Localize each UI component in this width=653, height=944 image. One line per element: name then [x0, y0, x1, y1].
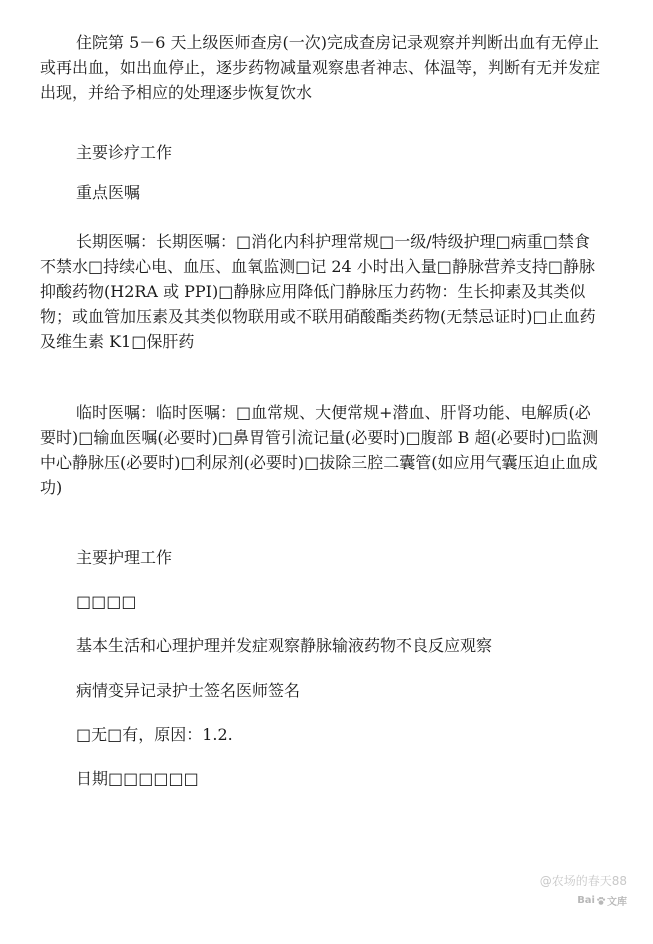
paragraph-signatures: 病情变异记录护士签名医师签名	[76, 681, 301, 700]
paragraph-nursing-items: 基本生活和心理护理并发症观察静脉输液药物不良反应观察	[76, 636, 493, 655]
heading-key-orders: 重点医嘱	[76, 183, 141, 202]
paragraph-temporary-orders: 临时医嘱：临时医嘱：□血常规、大便常规+潜血、肝肾功能、电解质(必要时)□输血医嘱(必要时)□鼻胃管引流记量(必要时)□腹部 B 超(必要时)□监测中心静脉压(必要时)□利尿剂(必要时)□拔除三腔二囊管(如应用气囊压迫止血成功)	[40, 403, 599, 497]
watermark-credit: @农场的春天88	[539, 874, 627, 888]
checkbox-row: □□□□	[76, 592, 137, 611]
paragraph-variation: □无□有，原因：1.2.	[76, 725, 233, 744]
paragraph-date: 日期□□□□□□	[76, 769, 199, 788]
watermark-logo-suffix: 文库	[607, 897, 627, 908]
paw-icon	[596, 896, 606, 906]
paragraph-long-term-orders: 长期医嘱：长期医嘱：□消化内科护理常规□一级/特级护理□病重□禁食不禁水□持续心电、血压、血氧监测□记 24 小时出入量□静脉营养支持□静脉抑酸药物(H2RA 或 PPI)□静脉应用降低门静脉压力药物：生长抑素及其类似物；或血管加压素及其类似物联用或不联用硝酸酯类药物(无禁忌证时)□止血药及维生素 K1□保肝药	[40, 232, 596, 351]
heading-main-treatment: 主要诊疗工作	[76, 143, 173, 162]
watermark-logo-text: Bai	[577, 895, 595, 906]
paragraph-hospital-day: 住院第 5－6 天上级医师查房(一次)完成查房记录观察并判断出血有无停止或再出血，如出血停止，逐步药物减量观察患者神志、体温等，判断有无并发症出现，并给予相应的处理逐步恢复饮水	[40, 33, 601, 102]
heading-nursing-work: 主要护理工作	[76, 548, 173, 567]
watermark-logo	[577, 893, 627, 908]
